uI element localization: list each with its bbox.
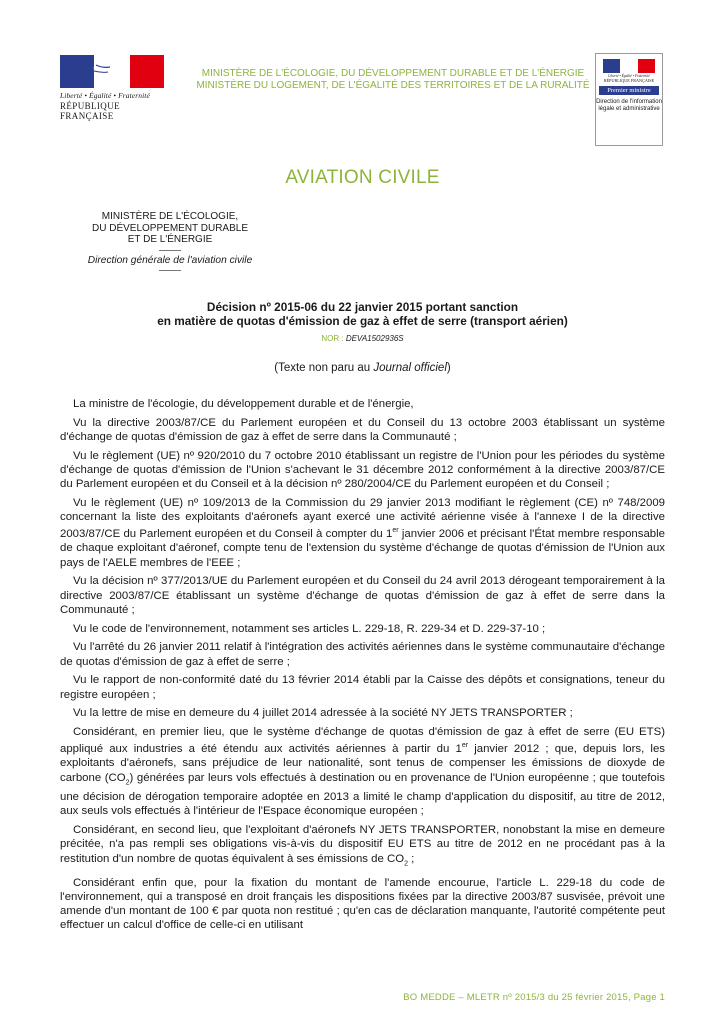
issuer-ministry-line3: ET DE L'ÉNERGIE xyxy=(127,234,213,245)
nor-code: DEVA1502936S xyxy=(345,334,404,343)
marianne-logo xyxy=(60,55,166,121)
divider xyxy=(159,250,181,251)
paragraph-arrete-2011: Vu l'arrêté du 26 janvier 2011 relatif à l'intégration des activités aériennes dans le système communautaire d'échange de quotas d'émission de gaz à effet de serre ; xyxy=(60,641,665,668)
decision-title-line1: Décision nº 2015-06 du 22 janvier 2015 portant sanction xyxy=(206,300,519,314)
premier-ministre-badge: Premier ministre xyxy=(599,86,659,95)
publication-note-post: ) xyxy=(446,362,451,374)
paragraph-reglement-109-2013: Vu le règlement (UE) nº 109/2013 de la Commission du 29 janvier 2013 modifiant le règlement (CE) nº 748/2009 concernant la liste des exploitants d'aéronefs ayant exercé une activité aérienne visée à l'annexe I de la directive 2003/87/CE du Parlement européen et du Conseil à compter du 1er janvier 2006 et précisant l'État membre responsable de chaque exploitant d'aéronef, compte tenu de l'extension du système d'échange de quotas d'émission de l'Union aux pays de l'AELE membres de l'EEE ; xyxy=(60,497,665,569)
dila-motto: Liberté • Égalité • Fraternité xyxy=(608,74,650,78)
ministries-header xyxy=(178,68,608,92)
paragraph-code-environnement: Vu le code de l'environnement, notamment ses articles L. 229-18, R. 229-34 et D. 229-37-10 ; xyxy=(73,622,546,635)
paragraph-directive-2003-87: Vu la directive 2003/87/CE du Parlement européen et du Conseil du 13 octobre 2003 établissant un système d'échange de quotas d'émission de gaz à effet de serre dans la Communauté ; xyxy=(60,416,665,443)
decision-title xyxy=(0,300,725,328)
decision-title-line2: en matière de quotas d'émission de gaz à effet de serre (transport aérien) xyxy=(157,314,568,328)
dila-republic: RÉPUBLIQUE FRANÇAISE xyxy=(603,78,655,83)
nor-label: NOR : xyxy=(321,334,346,343)
marianne-profile-icon xyxy=(84,55,130,88)
paragraph-reglement-920-2010: Vu le règlement (UE) nº 920/2010 du 7 octobre 2010 établissant un registre de l'Union pour les périodes du système d'échange de quotas d'émission de l'Union s'achevant le 31 décembre 2012 conformément à la directive 2003/87/CE du Parlement européen et du Conseil et à la décision nº 280/2004/CE du Parlement européen et du Conseil ; xyxy=(60,449,665,491)
paragraph-minister: La ministre de l'écologie, du développement durable et de l'énergie, xyxy=(73,398,414,410)
republic-motto: Liberté • Égalité • Fraternité xyxy=(60,91,150,100)
ministry-housing: MINISTÈRE DU LOGEMENT, DE L'ÉGALITÉ DES TERRITOIRES ET DE LA RURALITÉ xyxy=(196,80,590,91)
page-footer: BO MEDDE – MLETR nº 2015/3 du 25 février 2015, Page 1 xyxy=(403,992,665,1003)
publication-note-pre: (Texte non paru au xyxy=(274,362,374,374)
paragraph-decision-377-2013: Vu la décision nº 377/2013/UE du Parlement européen et du Conseil du 24 avril 2013 dérogeant temporairement à la directive 2003/87/CE établissant un système d'échange de quotas d'émission de gaz à effet de serre dans la Communauté ; xyxy=(60,575,665,616)
french-flag-icon xyxy=(60,55,164,88)
issuer-block xyxy=(60,211,280,275)
republic-name: RÉPUBLIQUE FRANÇAISE xyxy=(60,101,120,121)
paragraph-rapport-non-conformite: Vu le rapport de non-conformité daté du 13 février 2014 établi par la Caisse des dépôts et consignations, teneur du registre européen ; xyxy=(60,674,665,701)
divider xyxy=(159,270,181,271)
decision-body xyxy=(60,397,665,937)
paragraph-considerant-2: Considérant, en second lieu, que l'exploitant d'aéronefs NY JETS TRANSPORTER, nonobstant la mise en demeure précitée, n'a pas rempli ses obligations vis-à-vis du dispositif EU ETS au titre de 2012 en ne procédant pas à la restitution d'un nombre de quotas équivalent à ses émissions de $CO_2$ ; xyxy=(60,824,665,867)
paragraph-considerant-3: Considérant enfin que, pour la fixation du montant de l'amende encourue, l'article L. 229-18 du code de l'environnement, qui a transposé en droit français les dispositions fixées par la directive 2003/87 susvisée, prévoit une amende d'un montant de 100 € par quota non restitué ; qu'en cas de déclaration manquante, l'autorité compétente peut effectuer un calcul d'office de celle-ci en utilisant xyxy=(60,876,665,932)
ministry-ecology: MINISTÈRE DE L'ÉCOLOGIE, DU DÉVELOPPEMENT DURABLE ET DE L'ÉNERGIE xyxy=(201,68,585,79)
issuer-ministry-line1: MINISTÈRE DE L'ÉCOLOGIE, xyxy=(101,211,239,222)
mini-flag-icon xyxy=(603,59,655,73)
issuer-direction: Direction générale de l'aviation civile xyxy=(87,254,253,266)
dila-logo xyxy=(595,53,663,146)
dila-direction-text: Direction de l'information légale et administrative xyxy=(596,99,662,112)
publication-note xyxy=(0,362,725,374)
issuer-ministry-line2: DU DÉVELOPPEMENT DURABLE xyxy=(92,222,248,234)
paragraph-considerant-1: Considérant, en premier lieu, que le système d'échange de quotas d'émission de gaz à effet de serre (EU ETS) appliqué aux industries a été étendu aux activités aériennes à partir du 1er janvier 2012 ; que, depuis lors, les exploitants d'aéronefs, sans préjudice de leur nationalité, sont tenus de compenser les émissions de dioxyde de carbone $(CO_2)$ générées par leurs vols effectués à destination ou en provenance de l'Union européenne ; que toutefois une décision de dérogation temporaire adoptée en 2013 a limité le champ d'application du dispositif, au titre de 2012, aux seuls vols effectués à l'intérieur de l'Espace économique européen ; xyxy=(60,726,665,818)
nor-reference xyxy=(0,334,725,343)
paragraph-mise-en-demeure: Vu la lettre de mise en demeure du 4 juillet 2014 adressée à la société NY JETS TRANSPORTER ; xyxy=(73,707,573,720)
publication-note-journal: Journal officiel xyxy=(373,362,447,374)
section-title: AVIATION CIVILE xyxy=(285,167,440,188)
